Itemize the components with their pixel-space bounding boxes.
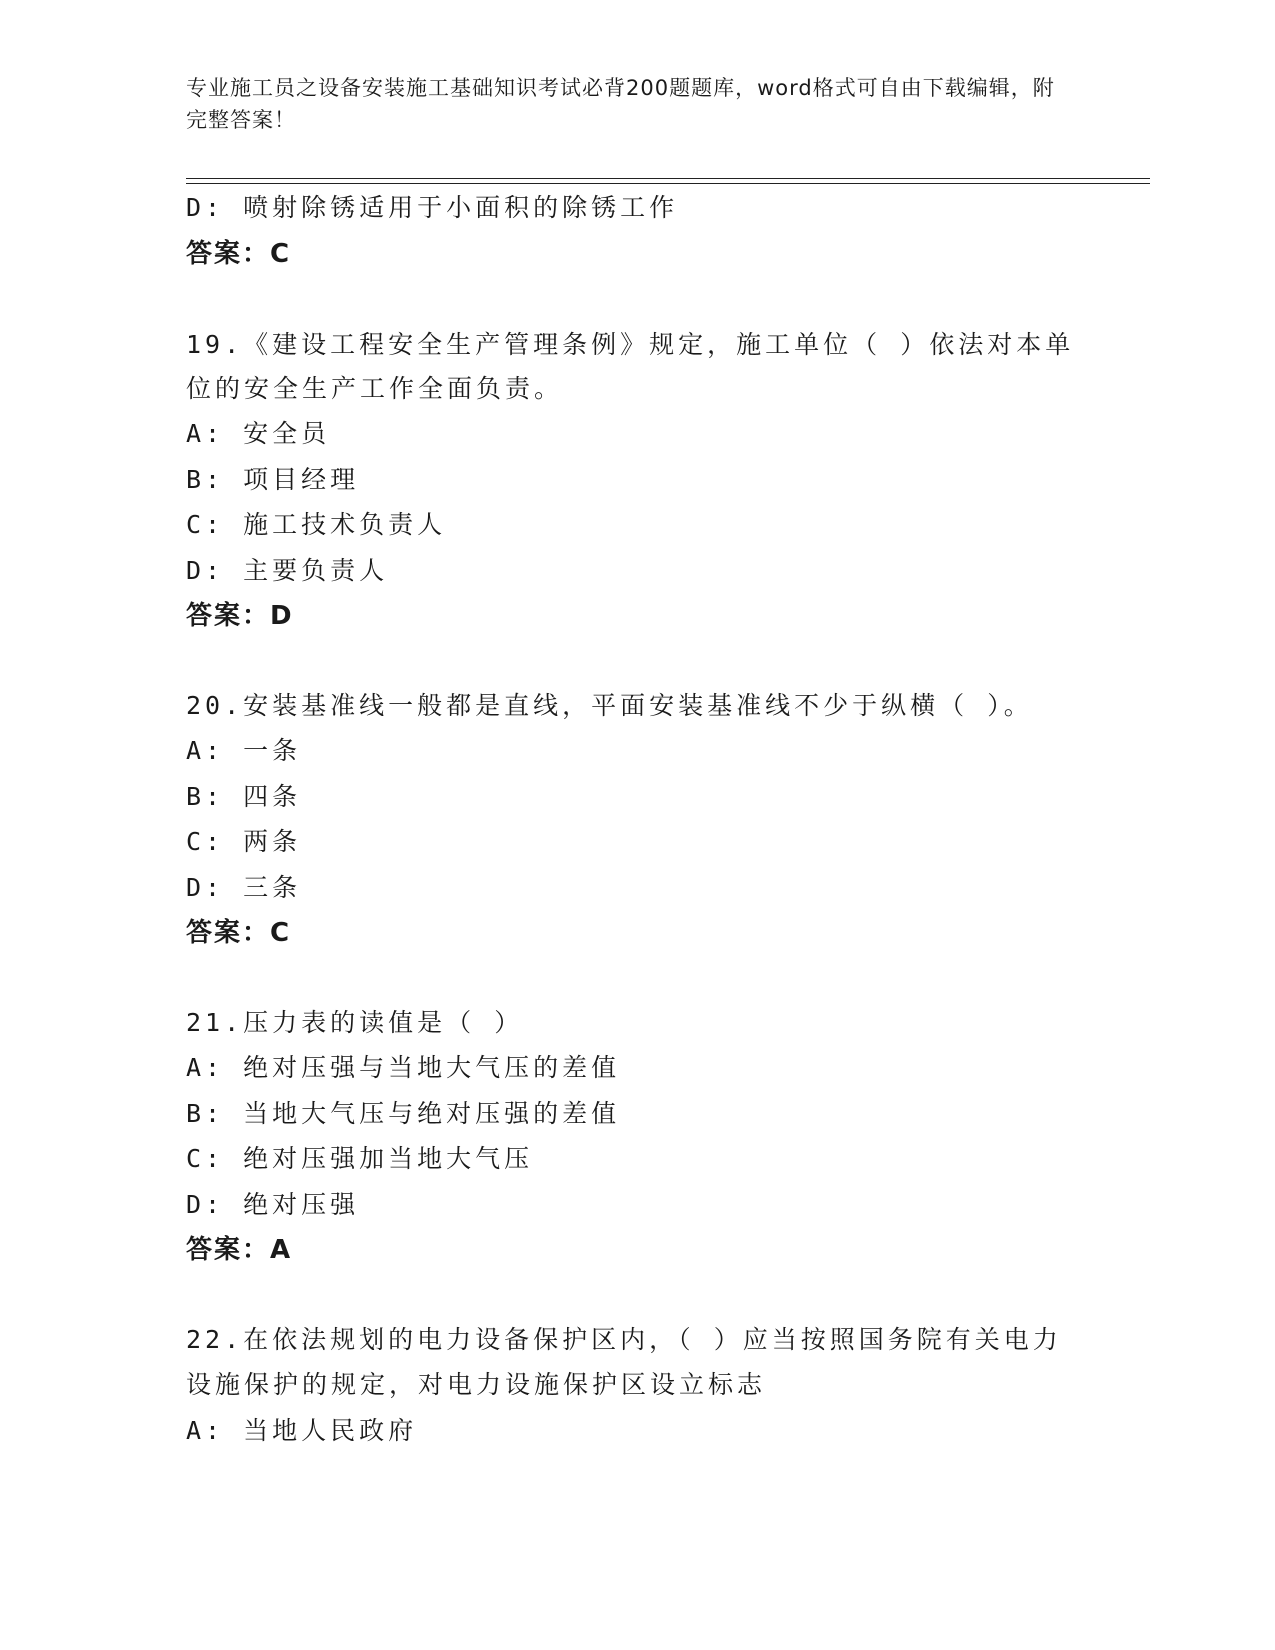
question-21-line-1: 21.压力表的读值是（ ） xyxy=(186,1008,524,1037)
header-rule-bottom xyxy=(186,183,1150,184)
question-20-option-b: B: 四条 xyxy=(186,782,302,811)
question-20-answer: 答案：C xyxy=(186,918,292,948)
question-22-line-2: 设施保护的规定，对电力设施保护区设立标志 xyxy=(186,1370,767,1399)
question-21-answer: 答案：A xyxy=(186,1235,293,1265)
question-19-answer: 答案：D xyxy=(186,601,294,631)
question-19-option-b: B: 项目经理 xyxy=(186,465,360,494)
question-19-line-1: 19.《建设工程安全生产管理条例》规定，施工单位（ ）依法对本单 xyxy=(186,330,1075,359)
question-22-option-a: A: 当地人民政府 xyxy=(186,1416,418,1445)
question-20-option-a: A: 一条 xyxy=(186,736,302,765)
question-22-line-1: 22.在依法规划的电力设备保护区内，（ ）应当按照国务院有关电力 xyxy=(186,1325,1062,1354)
question-21-option-b: B: 当地大气压与绝对压强的差值 xyxy=(186,1099,621,1128)
answer-prev: 答案：C xyxy=(186,239,292,269)
question-19-line-2: 位的安全生产工作全面负责。 xyxy=(186,374,564,403)
question-21-option-a: A: 绝对压强与当地大气压的差值 xyxy=(186,1053,621,1082)
question-19-option-a: A: 安全员 xyxy=(186,419,331,448)
question-19-option-d: D: 主要负责人 xyxy=(186,556,389,585)
header-rule-top xyxy=(186,178,1150,179)
option-d-prev: D: 喷射除锈适用于小面积的除锈工作 xyxy=(186,193,679,222)
question-20-line-1: 20.安装基准线一般都是直线，平面安装基准线不少于纵横（ ）。 xyxy=(186,691,1033,720)
question-21-option-d: D: 绝对压强 xyxy=(186,1190,360,1219)
question-20-option-d: D: 三条 xyxy=(186,873,302,902)
question-19-option-c: C: 施工技术负责人 xyxy=(186,510,447,539)
document-header: 专业施工员之设备安装施工基础知识考试必背200题题库，word格式可自由下载编辑，附完整答案！ xyxy=(186,76,1055,132)
question-20-option-c: C: 两条 xyxy=(186,827,302,856)
question-21-option-c: C: 绝对压强加当地大气压 xyxy=(186,1144,534,1173)
